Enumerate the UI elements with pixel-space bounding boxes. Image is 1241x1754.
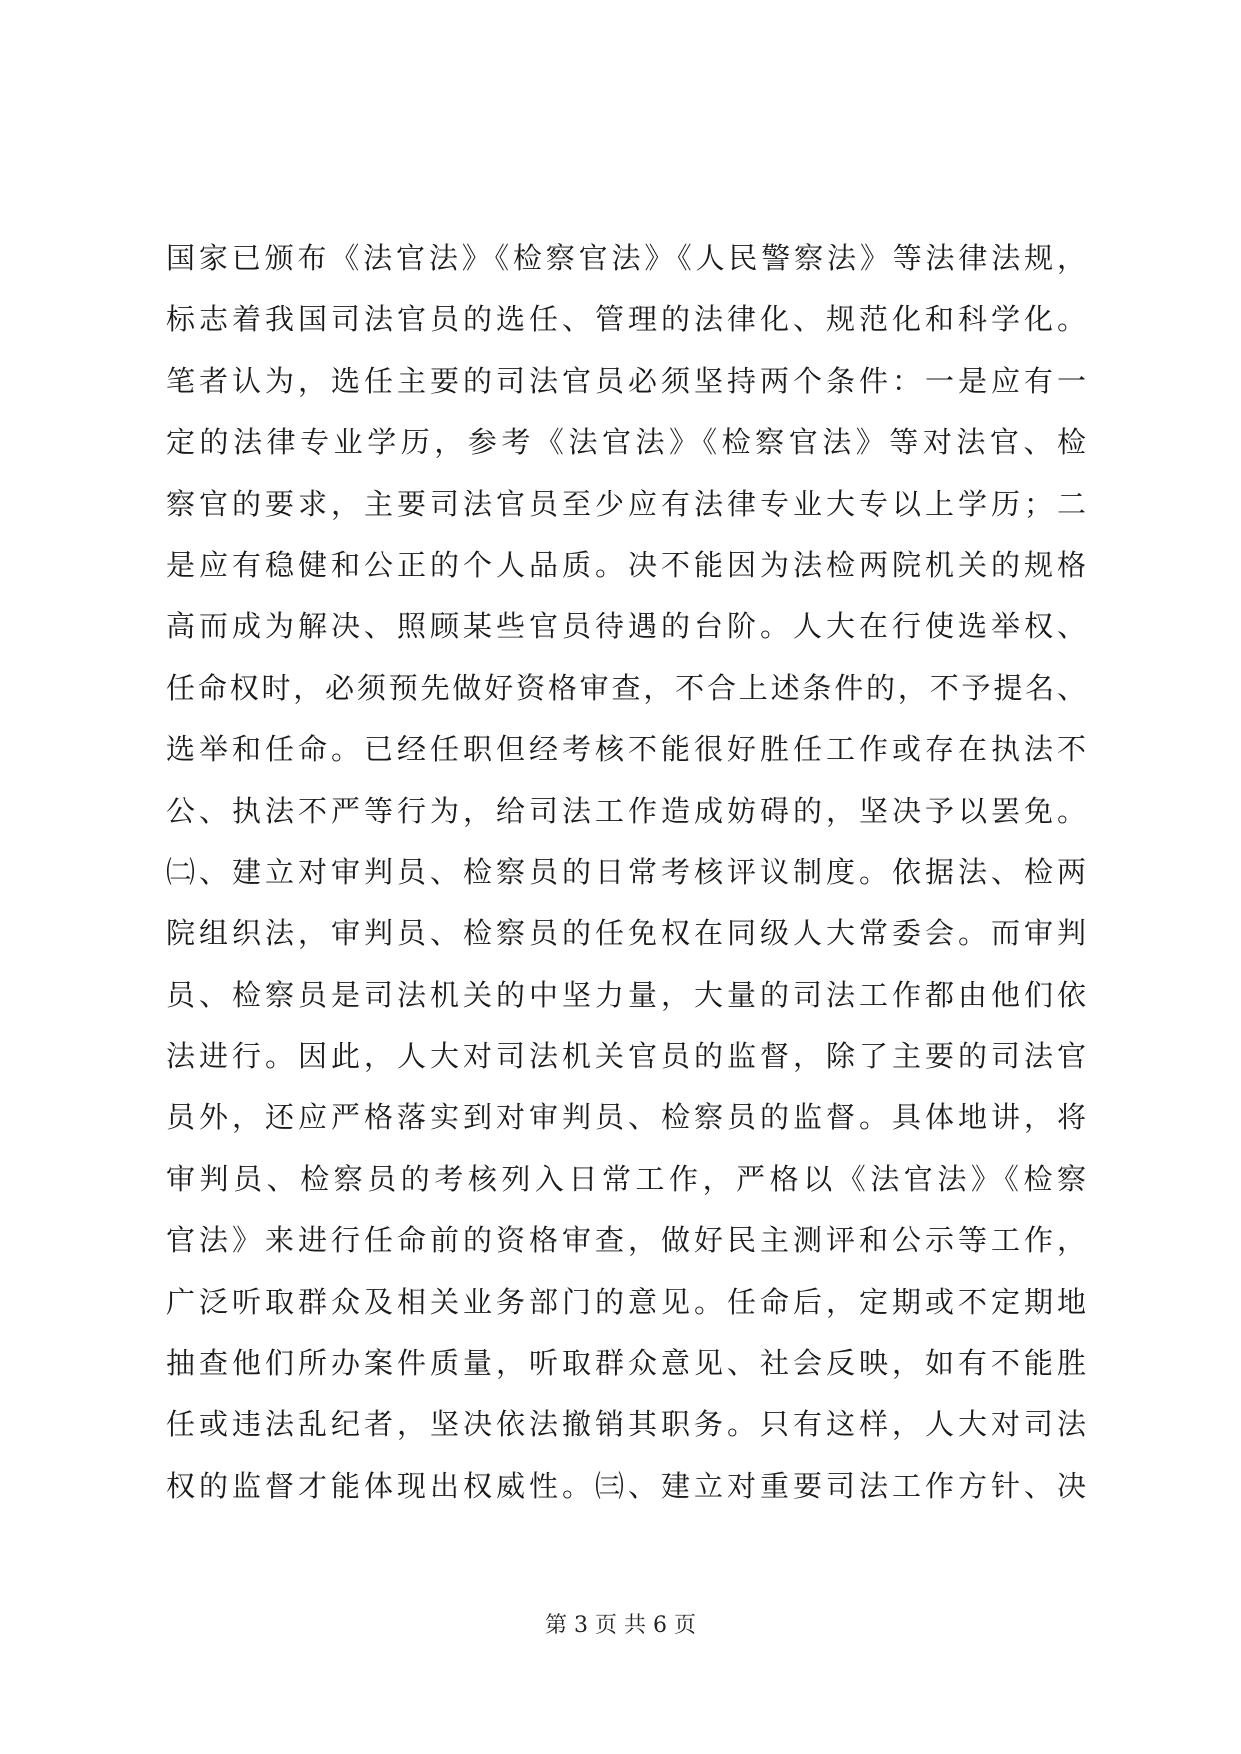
text-line: 是应有稳健和公正的个人品质。决不能因为法检两院机关的规格: [166, 547, 1086, 582]
text-line: 官法》来进行任命前的资格审查，做好民主测评和公示等工作，: [166, 1223, 1086, 1258]
text-line: 法进行。因此，人大对司法机关官员的监督，除了主要的司法官: [166, 1039, 1086, 1074]
text-line: 国家已颁布《法官法》《检察官法》《人民警察法》等法律法规，: [166, 241, 1086, 275]
text-line: 笔者认为，选任主要的司法官员必须坚持两个条件：一是应有一: [166, 363, 1086, 398]
text-line: 任或违法乱纪者，坚决依法撤销其职务。只有这样，人大对司法: [166, 1407, 1086, 1442]
text-line: 权的监督才能体现出权威性。㈢、建立对重要司法工作方针、决: [166, 1468, 1086, 1503]
text-line: 高而成为解决、照顾某些官员待遇的台阶。人大在行使选举权、: [166, 609, 1086, 644]
text-line: ㈡、建立对审判员、检察员的日常考核评议制度。依据法、检两: [166, 854, 1086, 889]
text-line: 广泛听取群众及相关业务部门的意见。任命后，定期或不定期地: [166, 1284, 1086, 1319]
text-line: 标志着我国司法官员的选任、管理的法律化、规范化和科学化。: [166, 302, 1086, 337]
text-line: 选举和任命。已经任职但经考核不能很好胜任工作或存在执法不: [166, 732, 1086, 767]
text-line: 定的法律专业学历，参考《法官法》《检察官法》等对法官、检: [166, 425, 1086, 460]
text-line: 审判员、检察员的考核列入日常工作，严格以《法官法》《检察: [166, 1161, 1086, 1196]
text-line: 公、执法不严等行为，给司法工作造成妨碍的，坚决予以罢免。: [166, 793, 1086, 828]
body-text: [166, 228, 1086, 1517]
page-number-label: 第 3 页 共 6 页: [545, 1613, 696, 1638]
text-line: 抽查他们所办案件质量，听取群众意见、社会反映，如有不能胜: [166, 1346, 1086, 1381]
text-line: 员外，还应严格落实到对审判员、检察员的监督。具体地讲，将: [166, 1100, 1086, 1135]
page-footer: [0, 1608, 1241, 1639]
text-line: 察官的要求，主要司法官员至少应有法律专业大专以上学历；二: [166, 486, 1086, 521]
text-line: 员、检察员是司法机关的中坚力量，大量的司法工作都由他们依: [166, 977, 1086, 1012]
text-line: 任命权时，必须预先做好资格审查，不合上述条件的，不予提名、: [166, 670, 1086, 705]
text-line: 院组织法，审判员、检察员的任免权在同级人大常委会。而审判: [166, 916, 1086, 951]
